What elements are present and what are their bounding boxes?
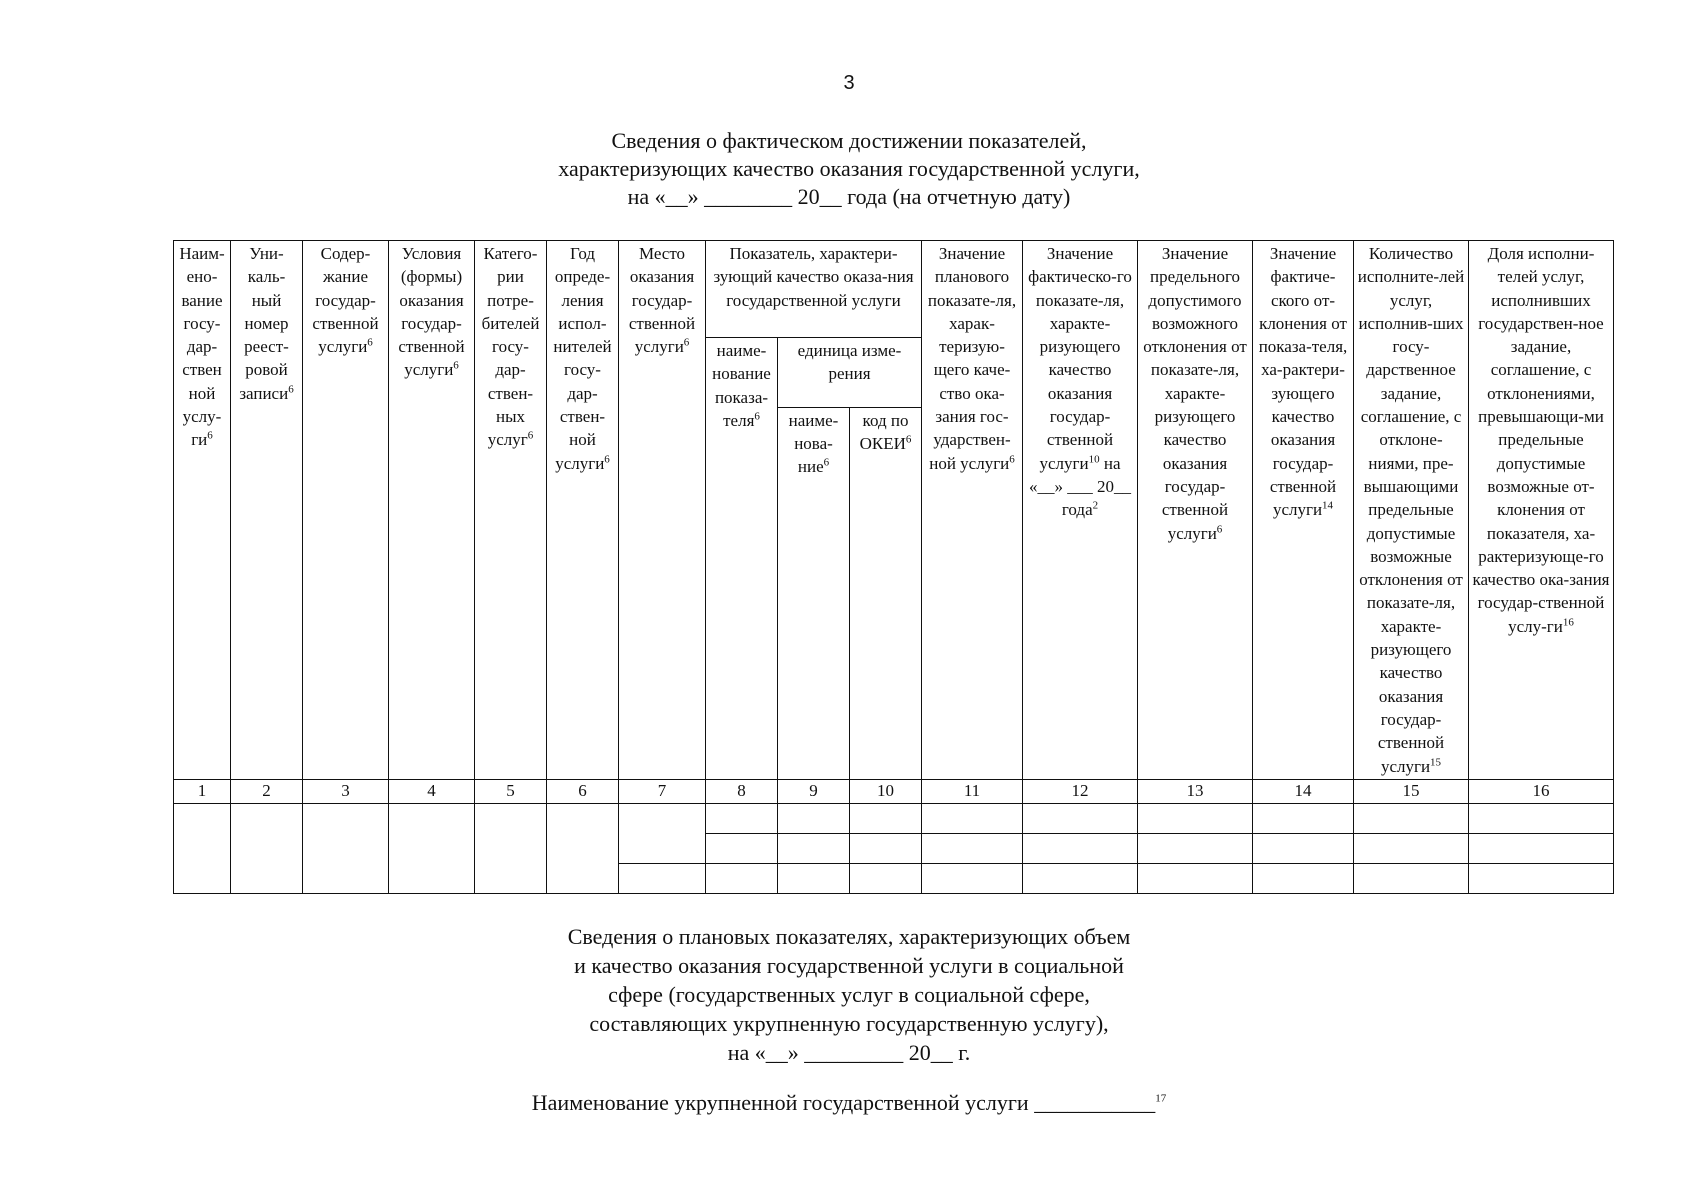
table-cell [1354, 863, 1469, 893]
header-unit-name: наиме-нова-ние$^6$ [778, 407, 850, 779]
table-row [174, 803, 1614, 833]
section2-title [0, 922, 1698, 1067]
section1-title [0, 127, 1698, 211]
header-actual-value: Значение фактическо-го показате-ля, характе-ризующего качество оказания государ-ственной услуги$^{10}$ на «__» ___ 20__ года$^2$ [1023, 241, 1138, 780]
table-cell [850, 803, 922, 833]
table-cell [850, 863, 922, 893]
header-executors-count: Количество исполните-лей услуг, исполнив-ших госу-дарственное задание, соглашение, с отклоне-ниями, пре-вышающими предельные допустимые возможные отклонения от показате-ля, характе-ризующего качество оказания государ-ственной услуги$^{15}$ [1354, 241, 1469, 780]
section2-title-line: на «__» _________ 20__ г. [727, 1040, 971, 1065]
table-cell [1354, 833, 1469, 863]
header-service-place: Место оказания государ-ственной услуги$^6$ [619, 241, 706, 780]
header-consumer-categories: Катего-рии потре-бителей госу-дар-ствен-ных услуг$^6$ [475, 241, 547, 780]
table-cell [922, 863, 1023, 893]
section2-title-line: составляющих укрупненную государственную услугу), [589, 1011, 1109, 1036]
section2-title-line: сфере (государственных услуг в социальной сфере, [608, 982, 1090, 1007]
table-cell [1354, 803, 1469, 833]
column-number: 14 [1253, 779, 1354, 803]
column-number: 16 [1469, 779, 1614, 803]
section2-title-line: и качество оказания государственной услуги в социальной [574, 953, 1124, 978]
table-cell [850, 833, 922, 863]
table-cell [706, 833, 778, 863]
aggregated-service-footnote: 17 [1155, 1092, 1167, 1105]
table-cell [1138, 803, 1253, 833]
header-indicator-name: наиме-нование показа-теля$^6$ [706, 338, 778, 780]
table-cell [619, 863, 706, 893]
table-cell [706, 803, 778, 833]
table-cell [706, 863, 778, 893]
header-registry-number: Уни-каль-ный номер реест-ровой записи$^6$ [231, 241, 303, 780]
header-year-of-determination: Год опреде-ления испол-нителей госу-дар-ствен-ной услуги$^6$ [547, 241, 619, 780]
table-cell [1023, 863, 1138, 893]
header-quality-indicator: Показатель, характери-зующий качество оказа-ния государственной услуги [706, 241, 922, 338]
table-cell [1138, 833, 1253, 863]
section1-title-line: характеризующих качество оказания государственной услуги, [558, 156, 1140, 181]
table-cell [1253, 833, 1354, 863]
table-cell [1023, 833, 1138, 863]
aggregated-service-line [0, 1090, 1698, 1116]
table-cell [231, 803, 303, 893]
table-cell [619, 803, 706, 863]
table-cell [389, 803, 475, 893]
table-cell [778, 833, 850, 863]
column-number: 8 [706, 779, 778, 803]
column-number: 13 [1138, 779, 1253, 803]
table-cell [1469, 833, 1614, 863]
table-cell [778, 803, 850, 833]
header-okei-code: код по ОКЕИ$^6$ [850, 407, 922, 779]
header-planned-value: Значение планового показате-ля, харак-теризую-щего каче-ство ока-зания гос-ударствен-ной услуги$^6$ [922, 241, 1023, 780]
column-number: 4 [389, 779, 475, 803]
section2-title-line: Сведения о плановых показателях, характеризующих объем [567, 924, 1131, 949]
table-cell [1138, 863, 1253, 893]
header-row [174, 241, 1614, 338]
column-number: 10 [850, 779, 922, 803]
table-cell [778, 863, 850, 893]
column-number: 9 [778, 779, 850, 803]
column-number: 2 [231, 779, 303, 803]
section1-title-line: Сведения о фактическом достижении показателей, [611, 128, 1087, 153]
header-service-content: Содер-жание государ-ственной услуги$^6$ [303, 241, 389, 780]
table-cell [922, 803, 1023, 833]
header-service-name: Наим-ено-вание госу-дар-ствен ной услу-$ги^6$ [174, 241, 231, 780]
column-number: 7 [619, 779, 706, 803]
table-cell [1023, 803, 1138, 833]
table-cell [547, 803, 619, 893]
header-executors-share: Доля исполни-телей услуг, исполнивших государствен-ное задание, соглашение, с отклонениями, превышающи-ми предельные допустимые возможные от-клонения от показателя, ха-рактеризующе-го качество ока-зания государ-ственной услу-$ги^{16}$ [1469, 241, 1614, 780]
table-cell [475, 803, 547, 893]
table-cell [1253, 803, 1354, 833]
column-number: 1 [174, 779, 231, 803]
column-number: 3 [303, 779, 389, 803]
table-cell [303, 803, 389, 893]
header-service-conditions: Условия (формы) оказания государ-ственной услуги$^6$ [389, 241, 475, 780]
header-allowed-deviation: Значение предельного допустимого возможного отклонения от показате-ля, характе-ризующего качество оказания государ-ственной услуги$^6$ [1138, 241, 1253, 780]
table-cell [1469, 863, 1614, 893]
page-number: 3 [843, 72, 855, 94]
column-number: 5 [475, 779, 547, 803]
column-number: 6 [547, 779, 619, 803]
section1-title-line: на «__» ________ 20__ года (на отчетную дату) [627, 184, 1071, 209]
table-cell [1469, 803, 1614, 833]
table-cell [174, 803, 231, 893]
header-actual-deviation: Значение фактиче-ского от-клонения от показа-теля, ха-рактери-зующего качество оказания государ-ственной услуги$^{14}$ [1253, 241, 1354, 780]
header-unit-of-measure: единица изме-рения [778, 338, 922, 408]
indicators-table [173, 240, 1614, 894]
column-number-row [174, 779, 1614, 803]
table-cell [1253, 863, 1354, 893]
aggregated-service-label: Наименование укрупненной государственной услуги ___________ [531, 1090, 1156, 1115]
column-number: 11 [922, 779, 1023, 803]
column-number: 15 [1354, 779, 1469, 803]
column-number: 12 [1023, 779, 1138, 803]
table-cell [922, 833, 1023, 863]
